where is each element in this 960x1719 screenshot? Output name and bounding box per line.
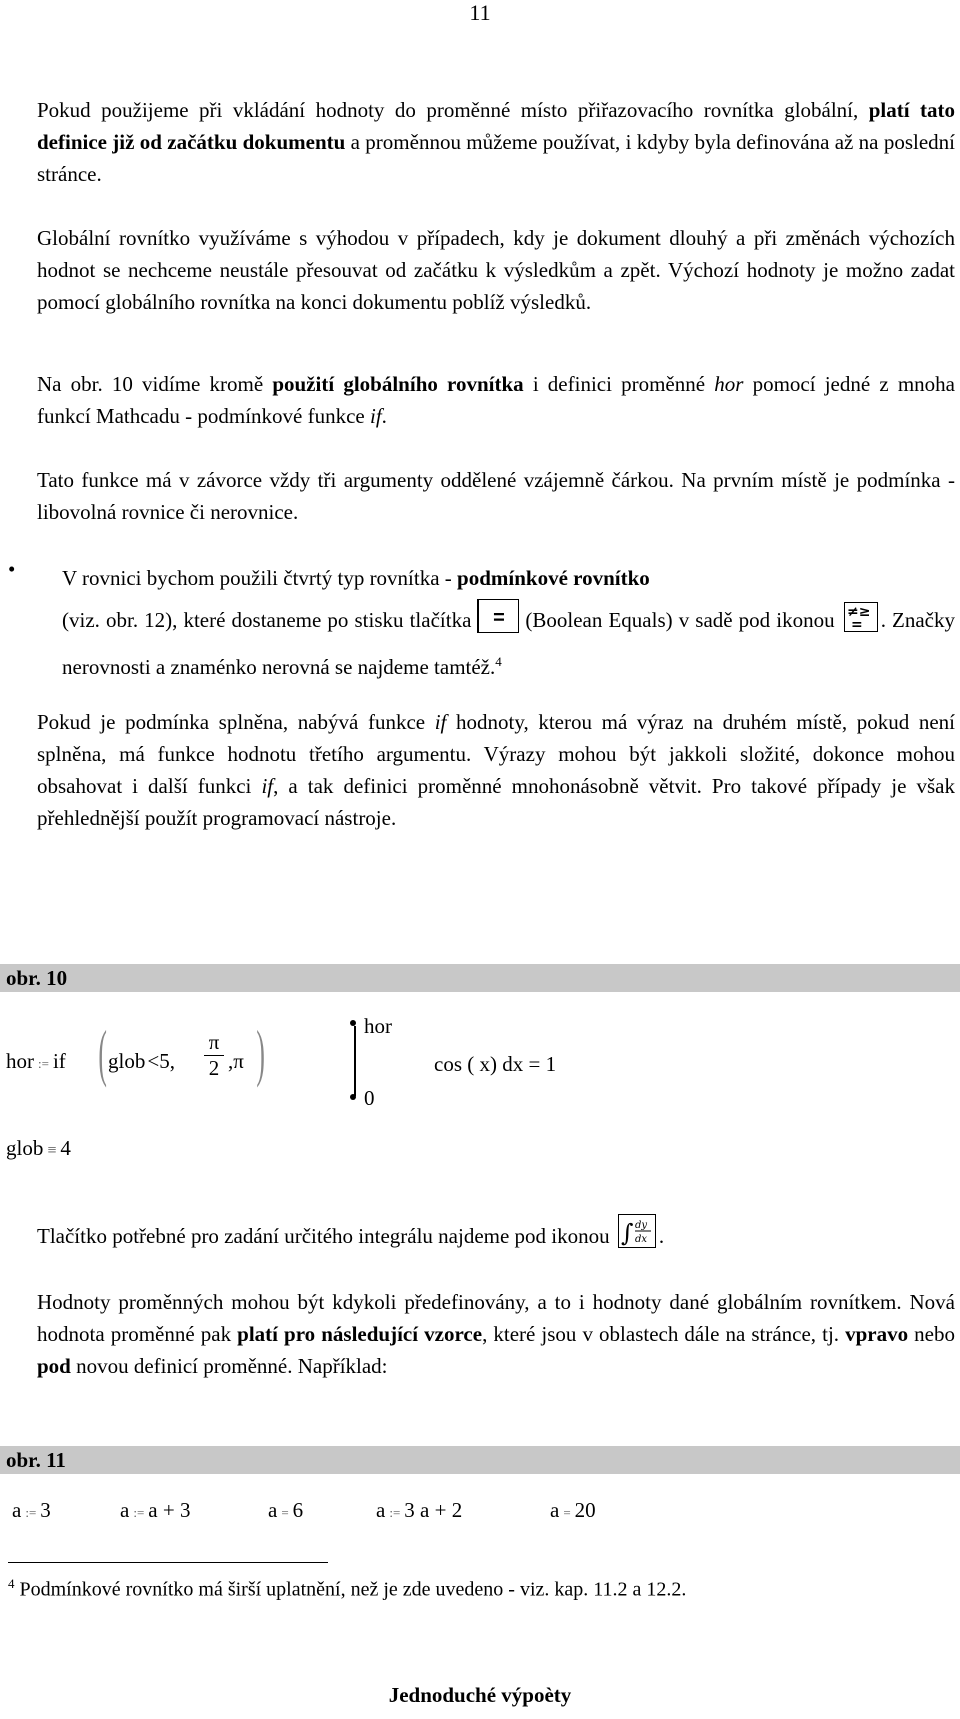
value: 3 bbox=[40, 1498, 51, 1522]
pi: π bbox=[233, 1049, 244, 1073]
fig11-expr-2 bbox=[120, 1498, 190, 1523]
glob-definition bbox=[6, 1136, 71, 1161]
assign-operator: := bbox=[38, 1056, 49, 1071]
text: . Značky nerovnosti a znaménko nerovná se najdeme tamtéž. bbox=[62, 608, 955, 679]
integral-upper-limit: hor bbox=[364, 1014, 392, 1038]
equals: = bbox=[528, 1052, 541, 1076]
emphasis: použití globálního rovnítka bbox=[272, 372, 524, 396]
emphasis: platí tato definice již od začátku dokumentu bbox=[37, 98, 955, 154]
integral-expression bbox=[434, 1052, 556, 1077]
variable: hor bbox=[6, 1049, 34, 1073]
value: 20 bbox=[574, 1498, 596, 1522]
footnote-number: 4 bbox=[8, 1576, 15, 1591]
emphasis: podmínkové rovnítko bbox=[457, 566, 650, 590]
less-than: < bbox=[147, 1049, 160, 1073]
text: . bbox=[381, 404, 387, 428]
fig11-label: obr. 11 bbox=[6, 1448, 66, 1472]
emphasis: pod bbox=[37, 1354, 71, 1378]
value: 3 a + 2 bbox=[404, 1498, 463, 1522]
svg-text:=: = bbox=[850, 617, 863, 631]
variable: a bbox=[120, 1498, 130, 1522]
paragraph-if-arguments: Tato funkce má v závorce vždy tři argumenty oddělené vzájemně čárkou. Na prvním místě je podmínka - libovolná rovnice či nerovnice. bbox=[37, 468, 955, 524]
text: , které jsou v oblastech dále na stránce, tj. bbox=[482, 1322, 846, 1346]
text: Na obr. 10 vidíme kromě bbox=[37, 372, 273, 396]
paragraph-fig10-intro bbox=[37, 368, 955, 432]
boolean-equals-button[interactable] bbox=[477, 599, 519, 633]
button-label: = bbox=[493, 607, 505, 629]
variable-name: hor bbox=[714, 372, 744, 396]
pi-over-2 bbox=[202, 1030, 226, 1081]
fig10-label: obr. 10 bbox=[6, 966, 68, 990]
emphasis: vpravo bbox=[845, 1322, 909, 1346]
text: Pokud je podmínka splněna, nabývá funkce bbox=[37, 710, 435, 734]
comma: , bbox=[228, 1049, 234, 1073]
text: a proměnnou můžeme používat, i kdyby byla definována až na poslední stránce. bbox=[37, 130, 955, 186]
bullet-paragraph bbox=[62, 557, 955, 688]
svg-text:∫: ∫ bbox=[620, 1219, 634, 1247]
denominator: 2 bbox=[204, 1055, 224, 1081]
text: Hodnoty proměnných mohou být kdykoli předefinovány, a to i hodnoty dané globálním rovnítkem. Nová hodnota proměnné pak bbox=[37, 1290, 955, 1346]
global-assign-operator: ≡ bbox=[47, 1142, 57, 1159]
variable: glob bbox=[108, 1049, 146, 1073]
emphasis: platí pro následující vzorce bbox=[237, 1322, 483, 1346]
fig11-expr-4 bbox=[376, 1498, 462, 1523]
text: Pokud použijeme při vkládání hodnoty do proměnné místo přiřazovacího rovnítka globální, bbox=[37, 98, 869, 122]
calculus-toolbar-icon[interactable] bbox=[618, 1214, 656, 1248]
footnote-ref: 4 bbox=[495, 654, 502, 669]
fig11-expr-3 bbox=[268, 1498, 303, 1523]
function-name: if bbox=[434, 710, 447, 734]
function-name: if bbox=[261, 774, 274, 798]
text: (viz. obr. 12), které dostaneme po stisku tlačítka bbox=[62, 608, 472, 632]
text: Tlačítko potřebné pro zadání určitého integrálu najdeme pod ikonou bbox=[37, 1224, 610, 1248]
numerator: π bbox=[208, 1030, 220, 1054]
variable: a bbox=[550, 1498, 560, 1522]
text: nebo bbox=[908, 1322, 955, 1346]
svg-text:dy: dy bbox=[634, 1220, 647, 1231]
operator: := bbox=[133, 1505, 145, 1520]
period: . bbox=[658, 1224, 665, 1248]
text: V rovnici bychom použili čtvrtý typ rovnítka - bbox=[62, 566, 458, 590]
else-value bbox=[228, 1049, 244, 1074]
variable: a bbox=[12, 1498, 22, 1522]
svg-text:≠≥: ≠≥ bbox=[846, 604, 871, 620]
text: novou definicí proměnné. Například: bbox=[70, 1354, 388, 1378]
paragraph-if-behavior bbox=[37, 706, 955, 834]
function-name: if bbox=[370, 404, 382, 428]
boolean-toolbar-icon[interactable] bbox=[844, 602, 878, 632]
operator: = bbox=[281, 1505, 289, 1520]
page-footer: Jednoduché výpoèty bbox=[388, 1683, 572, 1707]
text: hodnoty, kterou má výraz na druhém místě, pokud není splněna, má funkce hodnotu třetího argumentu. Výrazy mohou být jakkoli složité, dokonce mohou obsahovat i další funkci bbox=[37, 710, 955, 798]
integral-sign bbox=[354, 1026, 356, 1096]
footnote-text: Podmínkové rovnítko má širší uplatnění, než je zde uvedeno - viz. kap. 11.2 a 12.2. bbox=[19, 1578, 687, 1601]
footnote bbox=[8, 1576, 686, 1602]
fig11-expr-5 bbox=[550, 1498, 596, 1523]
operator: = bbox=[563, 1505, 571, 1520]
fig11-expr-1 bbox=[12, 1498, 51, 1523]
svg-text:dx: dx bbox=[634, 1234, 647, 1245]
value: 6 bbox=[292, 1498, 304, 1522]
paragraph-global-usage: Globální rovnítko využíváme s výhodou v případech, kdy je dokument dlouhý a při změnách výchozích hodnot se nechceme neustále přesouvat od začátku k výsledkům a zpět. Výchozí hodnoty je možno zadat pomocí globálního rovnítka na konci dokumentu poblíž výsledků. bbox=[37, 226, 955, 314]
integral-bottom-dot bbox=[350, 1094, 356, 1100]
integral-lower-limit: 0 bbox=[364, 1086, 375, 1110]
function-name: if bbox=[52, 1049, 66, 1073]
footnote-separator bbox=[8, 1562, 328, 1563]
operator: := bbox=[389, 1505, 401, 1520]
integrand: cos ( x) dx bbox=[434, 1052, 524, 1076]
operator: := bbox=[25, 1505, 37, 1520]
integral-top-dot bbox=[350, 1020, 356, 1026]
right-paren: ) bbox=[256, 1017, 265, 1088]
result: 1 bbox=[545, 1052, 557, 1076]
variable: a bbox=[376, 1498, 386, 1522]
bullet-symbol: • bbox=[8, 557, 16, 581]
paragraph-integral-button bbox=[37, 1214, 955, 1252]
fig11-header-bar bbox=[0, 1446, 960, 1474]
page-number: 11 bbox=[469, 0, 491, 25]
variable: glob bbox=[6, 1136, 44, 1160]
hor-definition bbox=[6, 1049, 66, 1074]
variable: a bbox=[268, 1498, 278, 1522]
text: i definici proměnné bbox=[523, 372, 715, 396]
text: pomocí jedné z mnoha funkcí Mathcadu - podmínkové funkce bbox=[37, 372, 955, 428]
left-paren: ( bbox=[98, 1017, 107, 1088]
number: 4 bbox=[60, 1136, 71, 1160]
paragraph-redefinition bbox=[37, 1286, 955, 1382]
text: (Boolean Equals) v sadě pod ikonou bbox=[525, 608, 835, 632]
text: , a tak definici proměnné mnohonásobně větvit. Pro takové případy je však přehlednější použít programovací nástroje. bbox=[37, 774, 955, 830]
if-condition bbox=[108, 1049, 175, 1074]
value: a + 3 bbox=[148, 1498, 191, 1522]
paragraph-global-definition bbox=[37, 94, 955, 190]
fig10-header-bar bbox=[0, 964, 960, 992]
number: 5, bbox=[159, 1049, 175, 1073]
